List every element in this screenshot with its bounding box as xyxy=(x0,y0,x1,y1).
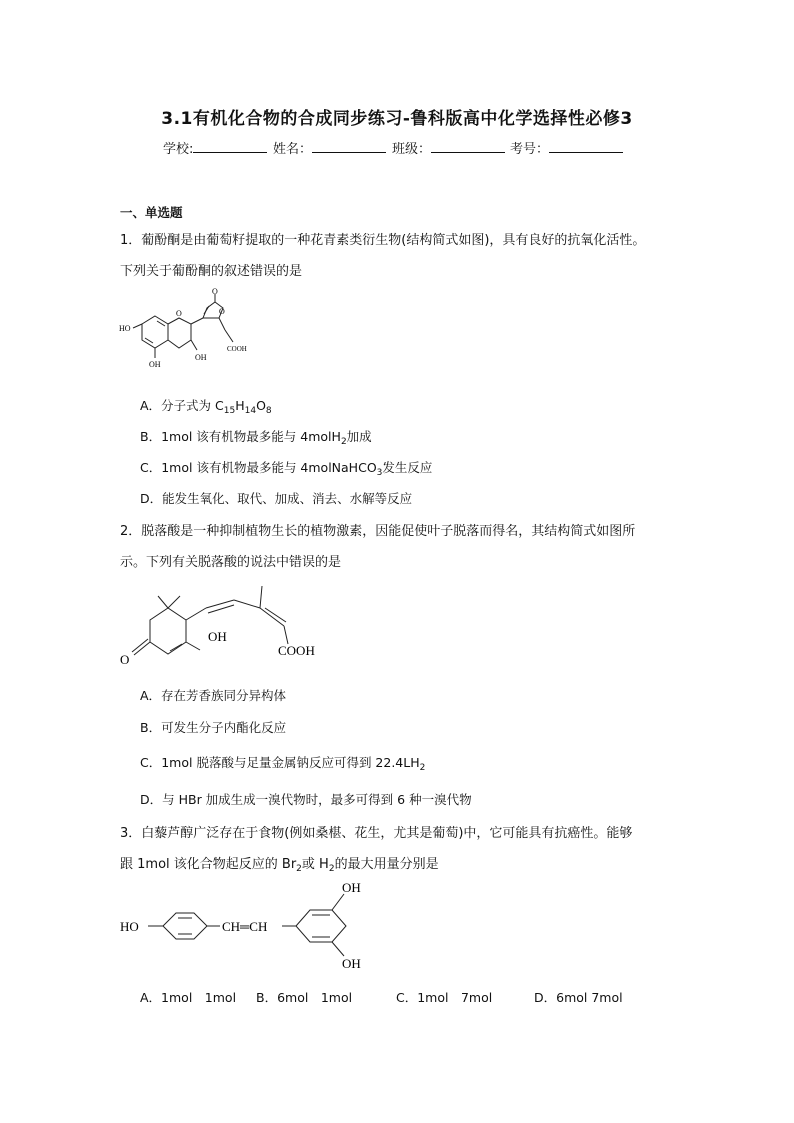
q3-structure-diagram xyxy=(118,880,378,980)
q2-label-oh: OH xyxy=(208,629,227,644)
q3-option-b[interactable]: B．6mol 1mol xyxy=(256,990,353,1005)
section-heading: 一、单选题 xyxy=(120,205,183,220)
q3-label-oh-top: OH xyxy=(342,880,361,895)
q1-label-o-ring: O xyxy=(176,309,182,318)
q2-option-c[interactable] xyxy=(140,753,425,773)
q2-label-cooh: COOH xyxy=(278,643,315,658)
school-field[interactable] xyxy=(163,138,193,157)
school-blank[interactable] xyxy=(193,138,267,153)
q1-label-o-lactone: O xyxy=(219,307,225,316)
q1-b-text: B．1mol 该有机物最多能与 4molH xyxy=(140,429,341,444)
q3-label-ho: HO xyxy=(120,919,139,934)
q1-label-ho: HO xyxy=(119,324,131,333)
q1-stem-line2: 下列关于葡酚酮的叙述错误的是 xyxy=(120,264,303,279)
q2-c-text: C．1mol 脱落酸与足量金属钠反应可得到 22.4LH xyxy=(140,755,420,770)
q3-stem-text-c: 的最大用量分别是 xyxy=(334,857,439,872)
q3-stem-line2 xyxy=(120,853,439,874)
q3-stem-sub2: 2 xyxy=(328,864,335,874)
q2-stem-line2: 示。下列有关脱落酸的说法中错误的是 xyxy=(120,555,342,570)
q1-b-suffix: 加成 xyxy=(346,429,372,444)
q1-c-text: C．1mol 该有机物最多能与 4molNaHCO xyxy=(140,460,377,475)
name-label: 姓名： xyxy=(273,142,313,157)
q3-stem-line1: 3．白藜芦醇广泛存在于食物(例如桑椹、花生，尤其是葡萄)中，它可能具有抗癌性。能够 xyxy=(120,826,633,841)
q1-option-a[interactable] xyxy=(140,396,272,416)
q3-option-a[interactable]: A．1mol 1mol xyxy=(140,990,237,1005)
q1-label-o-carbonyl: O xyxy=(212,287,218,296)
q3-option-c[interactable]: C．1mol 7mol xyxy=(396,990,493,1005)
q1-c-suffix: 发生反应 xyxy=(382,460,433,475)
q2-option-d[interactable]: D．与 HBr 加成生成一溴代物时，最多可得到 6 种一溴代物 xyxy=(140,792,472,807)
q1-option-d[interactable]: D．能发生氧化、取代、加成、消去、水解等反应 xyxy=(140,491,413,506)
q1-stem-line1: 1．葡酚酮是由葡萄籽提取的一种花青素类衍生物(结构简式如图)，具有良好的抗氧化活性。 xyxy=(120,233,646,248)
school-label: 学校: xyxy=(163,142,194,157)
q3-label-oh-bottom: OH xyxy=(342,956,361,971)
number-field[interactable] xyxy=(510,138,549,157)
q1-option-c[interactable] xyxy=(140,458,432,478)
q2-label-o: O xyxy=(120,652,130,667)
name-field[interactable] xyxy=(273,138,312,157)
q1-a-o: O xyxy=(256,398,266,413)
q1-a-sub3: 8 xyxy=(265,406,272,416)
class-field[interactable] xyxy=(392,138,431,157)
class-label: 班级： xyxy=(392,142,432,157)
number-blank[interactable] xyxy=(549,138,623,153)
q1-c-sub: 3 xyxy=(376,468,383,478)
q1-label-cooh: COOH xyxy=(227,345,247,353)
q2-stem-line1: 2．脱落酸是一种抑制植物生长的植物激素，因能促使叶子脱落而得名，其结构简式如图所 xyxy=(120,524,636,539)
class-blank[interactable] xyxy=(431,138,505,153)
q2-option-b[interactable]: B．可发生分子内酯化反应 xyxy=(140,720,287,735)
q3-stem-text-b: 或 H xyxy=(301,857,329,872)
q1-b-sub: 2 xyxy=(340,437,347,447)
q1-a-h: H xyxy=(235,398,245,413)
name-blank[interactable] xyxy=(312,138,386,153)
q1-a-text: A．分子式为 C xyxy=(140,398,224,413)
q1-a-sub2: 14 xyxy=(244,406,257,416)
q1-label-oh1: OH xyxy=(149,360,161,369)
q3-stem-sub1: 2 xyxy=(296,864,302,874)
q1-a-sub1: 15 xyxy=(223,406,236,416)
q1-label-oh2: OH xyxy=(195,353,207,362)
q3-stem-text-a: 跟 1mol 该化合物起反应的 Br xyxy=(120,857,297,872)
q1-structure-diagram xyxy=(115,287,275,380)
q2-option-a[interactable]: A．存在芳香族同分异构体 xyxy=(140,688,287,703)
q2-c-sub: 2 xyxy=(419,763,426,773)
number-label: 考号： xyxy=(510,142,550,157)
q1-option-b[interactable] xyxy=(140,427,372,447)
q3-label-chch: CH═CH xyxy=(222,919,268,934)
q3-option-d[interactable]: D．6mol 7mol xyxy=(534,990,623,1005)
page-title: 3.1有机化合物的合成同步练习-鲁科版高中化学选择性必修3 xyxy=(161,109,633,129)
q2-structure-diagram xyxy=(118,580,338,670)
